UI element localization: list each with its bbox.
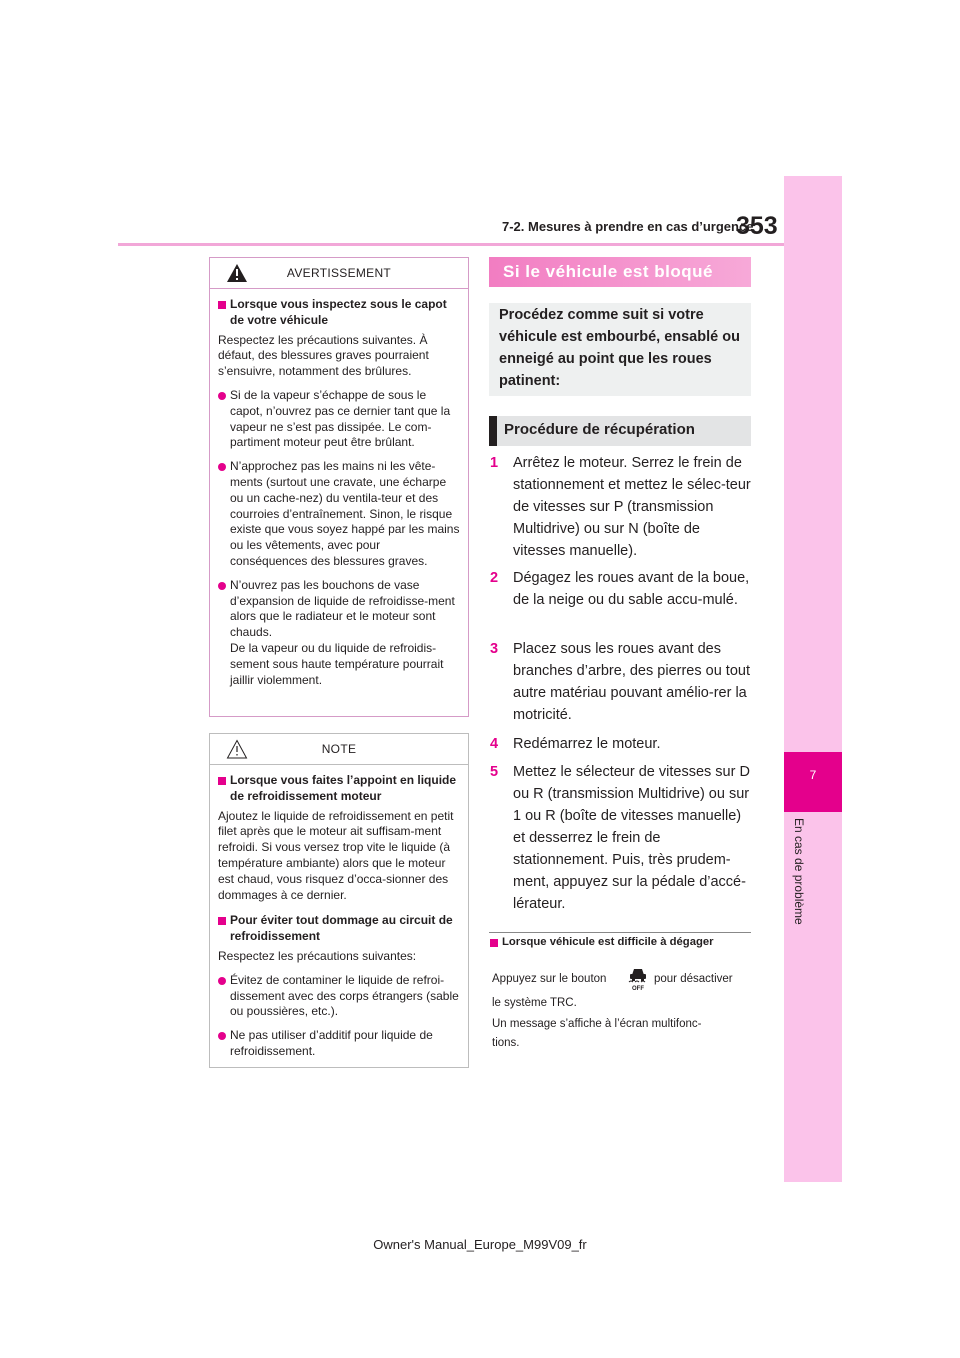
note-bullet: Évitez de contaminer le liquide de refroi-dissement avec des corps étrangers (sable ou poussières, etc.). xyxy=(218,973,460,1020)
trc-line-4: tions. xyxy=(492,1037,520,1049)
note-bullet: Ne pas utiliser d’additif pour liquide de refroidissement. xyxy=(218,1028,460,1060)
procedure-step xyxy=(490,733,752,755)
procedure-step xyxy=(490,452,752,562)
step-text: Mettez le sélecteur de vitesses sur D ou R (transmission Multidrive) ou sur 1 ou R (boîte de vitesses manuelle) et desserrez le frein de stationnement. Puis, très prudem-ment, appuyez sur la pédale d’accé-lérateur. xyxy=(513,764,750,912)
warning-bullet-continuation: De la vapeur ou du liquide de refroidis-sement sous haute température pourrait jaillir violemment. xyxy=(230,640,444,687)
header-rule xyxy=(118,243,784,246)
note-heading-1: Lorsque vous faites l’appoint en liquide de refroidissement moteur xyxy=(218,773,460,805)
warning-bullet-text: N’ouvrez pas les bouchons de vase d’expansion de liquide de refroidisse-ment alors que le radiateur et le moteur sont chauds. xyxy=(230,577,455,640)
note-paragraph-2: Respectez les précautions suivantes: xyxy=(218,948,417,963)
procedure-header-bar xyxy=(489,416,497,446)
step-number: 3 xyxy=(490,641,499,657)
warning-box xyxy=(209,257,469,717)
warning-bullet: Si de la vapeur s’échappe de sous le capot, n’ouvrez pas ce dernier tant que la vapeur ne s’est pas dissipée. Le com-partiment moteur peut être brûlant. xyxy=(218,388,460,451)
section-title: 7-2. Mesures à prendre en cas d’urgence xyxy=(502,219,754,234)
warning-header xyxy=(210,258,468,289)
trc-off-icon xyxy=(627,965,649,991)
warning-title: AVERTISSEMENT xyxy=(286,266,392,280)
step-text: Arrêtez le moteur. Serrez le frein de stationnement et mettez le sélec-teur de vitesses sur P (transmission Multidrive) ou sur N (boîte de vitesses manuelle). xyxy=(513,455,751,559)
warning-heading: Lorsque vous inspectez sous le capot de votre véhicule xyxy=(218,297,460,329)
chapter-number: 7 xyxy=(809,768,817,782)
footer-text: Owner's Manual_Europe_M99V09_fr xyxy=(373,1237,587,1252)
step-number: 5 xyxy=(490,764,499,780)
warning-bullet xyxy=(218,578,460,689)
step-number: 2 xyxy=(490,570,499,586)
trc-line-1-before: Appuyez sur le bouton xyxy=(492,973,607,985)
note-title: NOTE xyxy=(321,742,357,756)
step-text: Redémarrez le moteur. xyxy=(513,736,661,752)
note-paragraph-1: Ajoutez le liquide de refroidissement en petit filet après que le moteur ait suffisam-ment refroidi. Si vous versez trop vite le liquide (à température ambiante) alors que le moteur est chaud, vous risquez d’occa-sionner des dommages à ce dernier. xyxy=(218,808,454,902)
trc-line-2: le système TRC. xyxy=(492,997,577,1009)
note-header xyxy=(210,734,468,765)
procedure-step xyxy=(490,638,752,726)
procedure-step xyxy=(490,567,752,611)
intro-text: Procédez comme suit si votre véhicule est embourbé, ensablé ou enneigé au point que les roues patinent: xyxy=(499,307,740,389)
trc-line-1-after: pour désactiver xyxy=(654,973,733,985)
trc-heading: Lorsque véhicule est difficile à dégager xyxy=(490,936,714,948)
trc-line-3: Un message s’affiche à l’écran multifonc- xyxy=(492,1018,702,1030)
step-text: Dégagez les roues avant de la boue, de la neige ou du sable accu-mulé. xyxy=(513,570,750,608)
trc-icon-label: OFF xyxy=(632,986,644,991)
warning-intro: Respectez les précautions suivantes. À défaut, des blessures graves pourraient s’ensuivre, notamment des brûlures. xyxy=(218,332,429,379)
warning-bullet: N’approchez pas les mains ni les vête-ments (surtout une cravate, une écharpe ou un cache-nez) du ventila-teur et des courroies d’entraînement. Sinon, le risque existe que vous soyez happé par les mains ou les vêtements, avec pour conséquences des blessures graves. xyxy=(218,459,460,570)
step-number: 1 xyxy=(490,455,499,471)
step-number: 4 xyxy=(490,736,499,752)
note-box xyxy=(209,733,469,1068)
note-heading-2: Pour éviter tout dommage au circuit de refroidissement xyxy=(218,913,460,945)
page-number: 353 xyxy=(736,212,778,240)
chapter-number-box xyxy=(784,752,842,812)
procedure-title: Procédure de récupération xyxy=(504,421,695,438)
stuck-section-title: Si le véhicule est bloqué xyxy=(503,262,713,281)
chapter-side-tab xyxy=(784,176,842,1182)
chapter-label: En cas de problème xyxy=(792,818,806,925)
trc-divider xyxy=(489,932,751,933)
step-text: Placez sous les roues avant des branches d’arbre, des pierres ou tout autre matériau pouvant amélio-rer la motricité. xyxy=(513,641,750,723)
procedure-step xyxy=(490,761,752,915)
